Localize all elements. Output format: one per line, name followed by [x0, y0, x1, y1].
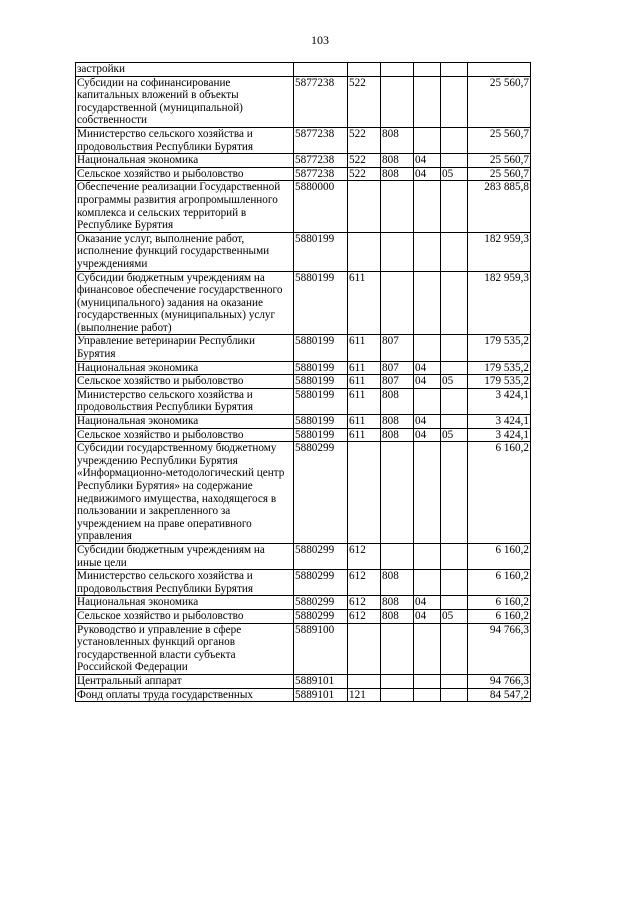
expense-type-cell: 611: [348, 361, 381, 375]
subsection-cell: [441, 63, 468, 77]
table-row: [76, 674, 531, 688]
table-row: [76, 335, 531, 361]
administrator-cell: 808: [381, 415, 414, 429]
name-cell: Субсидии бюджетным учреждениям на иные цели: [76, 543, 294, 569]
table-row: [76, 543, 531, 569]
expense-type-cell: 611: [348, 375, 381, 389]
administrator-cell: 808: [381, 388, 414, 414]
name-cell: Национальная экономика: [76, 154, 294, 168]
name-cell: Субсидии государственному бюджетному учреждению Республики Бурятия «Информационно-методологический центр Республики Бурятия» на содержание недвижимого имущества, находящегося в пользовании и закрепленного за учреждением на праве оперативного управления: [76, 442, 294, 544]
amount-cell: 84 547,2: [468, 688, 531, 702]
amount-cell: 25 560,7: [468, 167, 531, 181]
expense-type-cell: 612: [348, 596, 381, 610]
amount-cell: 94 766,3: [468, 674, 531, 688]
administrator-cell: [381, 181, 414, 232]
table-row: [76, 76, 531, 127]
subsection-cell: [441, 335, 468, 361]
amount-cell: 3 424,1: [468, 415, 531, 429]
section-cell: [414, 623, 441, 674]
section-cell: 04: [414, 415, 441, 429]
table-row: [76, 570, 531, 596]
section-cell: [414, 335, 441, 361]
subsection-cell: 05: [441, 167, 468, 181]
name-cell: Оказание услуг, выполнение работ, исполнение функций государственными учреждениями: [76, 232, 294, 271]
subsection-cell: [441, 543, 468, 569]
subsection-cell: 05: [441, 375, 468, 389]
expense-type-cell: 612: [348, 609, 381, 623]
amount-cell: 283 885,8: [468, 181, 531, 232]
section-cell: [414, 76, 441, 127]
administrator-cell: [381, 623, 414, 674]
target-code-cell: 5889100: [294, 623, 348, 674]
subsection-cell: [441, 232, 468, 271]
target-code-cell: 5880199: [294, 271, 348, 335]
administrator-cell: [381, 442, 414, 544]
subsection-cell: [441, 154, 468, 168]
target-code-cell: 5880299: [294, 543, 348, 569]
section-cell: 04: [414, 609, 441, 623]
name-cell: Руководство и управление в сфере установленных функций органов государственной власти субъекта Российской Федерации: [76, 623, 294, 674]
amount-cell: 3 424,1: [468, 428, 531, 442]
subsection-cell: 05: [441, 428, 468, 442]
name-cell: Национальная экономика: [76, 361, 294, 375]
section-cell: [414, 232, 441, 271]
amount-cell: 182 959,3: [468, 232, 531, 271]
administrator-cell: 808: [381, 167, 414, 181]
table-row: [76, 442, 531, 544]
expense-type-cell: [348, 232, 381, 271]
section-cell: 04: [414, 361, 441, 375]
name-cell: Субсидии на софинансирование капитальных вложений в объекты государственной (муниципальной) собственности: [76, 76, 294, 127]
table-row: [76, 623, 531, 674]
subsection-cell: [441, 76, 468, 127]
expense-type-cell: 522: [348, 167, 381, 181]
section-cell: 04: [414, 428, 441, 442]
expense-type-cell: 611: [348, 271, 381, 335]
section-cell: [414, 543, 441, 569]
expense-type-cell: 611: [348, 335, 381, 361]
name-cell: Субсидии бюджетным учреждениям на финансовое обеспечение государственного (муниципального) задания на оказание государственных (муниципальных) услуг (выполнение работ): [76, 271, 294, 335]
name-cell: Министерство сельского хозяйства и продовольствия Республики Бурятия: [76, 127, 294, 153]
amount-cell: 25 560,7: [468, 154, 531, 168]
amount-cell: 6 160,2: [468, 442, 531, 544]
expense-type-cell: 522: [348, 76, 381, 127]
name-cell: Сельское хозяйство и рыболовство: [76, 375, 294, 389]
amount-cell: 6 160,2: [468, 570, 531, 596]
target-code-cell: 5880199: [294, 375, 348, 389]
subsection-cell: [441, 623, 468, 674]
name-cell: Национальная экономика: [76, 596, 294, 610]
table-row: [76, 688, 531, 702]
subsection-cell: [441, 596, 468, 610]
target-code-cell: 5880299: [294, 570, 348, 596]
amount-cell: 25 560,7: [468, 76, 531, 127]
table-row: [76, 375, 531, 389]
section-cell: 04: [414, 596, 441, 610]
target-code-cell: 5880299: [294, 442, 348, 544]
section-cell: [414, 271, 441, 335]
name-cell: Фонд оплаты труда государственных: [76, 688, 294, 702]
subsection-cell: [441, 181, 468, 232]
amount-cell: 25 560,7: [468, 127, 531, 153]
target-code-cell: 5880000: [294, 181, 348, 232]
table-row: [76, 271, 531, 335]
expense-type-cell: 611: [348, 428, 381, 442]
section-cell: [414, 570, 441, 596]
table-row: [76, 154, 531, 168]
budget-table: [75, 62, 531, 702]
expense-type-cell: 522: [348, 154, 381, 168]
subsection-cell: [441, 674, 468, 688]
administrator-cell: 808: [381, 154, 414, 168]
name-cell: Сельское хозяйство и рыболовство: [76, 428, 294, 442]
target-code-cell: [294, 63, 348, 77]
amount-cell: 94 766,3: [468, 623, 531, 674]
section-cell: [414, 388, 441, 414]
administrator-cell: [381, 688, 414, 702]
target-code-cell: 5880299: [294, 609, 348, 623]
section-cell: [414, 127, 441, 153]
administrator-cell: [381, 674, 414, 688]
section-cell: [414, 688, 441, 702]
target-code-cell: 5877238: [294, 127, 348, 153]
administrator-cell: 807: [381, 375, 414, 389]
name-cell: Обеспечение реализации Государственной программы развития агропромышленного комплекса и сельских территорий в Республике Бурятия: [76, 181, 294, 232]
amount-cell: 6 160,2: [468, 596, 531, 610]
name-cell: Министерство сельского хозяйства и продовольствия Республики Бурятия: [76, 570, 294, 596]
section-cell: [414, 63, 441, 77]
subsection-cell: [441, 361, 468, 375]
expense-type-cell: 612: [348, 543, 381, 569]
expense-type-cell: 611: [348, 415, 381, 429]
expense-type-cell: [348, 63, 381, 77]
table-row: [76, 415, 531, 429]
expense-type-cell: [348, 623, 381, 674]
expense-type-cell: [348, 674, 381, 688]
subsection-cell: [441, 570, 468, 596]
amount-cell: 6 160,2: [468, 609, 531, 623]
administrator-cell: [381, 271, 414, 335]
amount-cell: 179 535,2: [468, 375, 531, 389]
name-cell: Национальная экономика: [76, 415, 294, 429]
subsection-cell: [441, 688, 468, 702]
target-code-cell: 5880199: [294, 335, 348, 361]
administrator-cell: 808: [381, 127, 414, 153]
target-code-cell: 5889101: [294, 688, 348, 702]
budget-table-body: [76, 63, 531, 702]
amount-cell: [468, 63, 531, 77]
table-row: [76, 167, 531, 181]
target-code-cell: 5880199: [294, 388, 348, 414]
target-code-cell: 5877238: [294, 76, 348, 127]
administrator-cell: 808: [381, 428, 414, 442]
administrator-cell: 807: [381, 335, 414, 361]
table-row: [76, 63, 531, 77]
table-row: [76, 232, 531, 271]
name-cell: Министерство сельского хозяйства и продовольствия Республики Бурятия: [76, 388, 294, 414]
expense-type-cell: [348, 442, 381, 544]
subsection-cell: [441, 127, 468, 153]
expense-type-cell: 121: [348, 688, 381, 702]
administrator-cell: [381, 543, 414, 569]
amount-cell: 6 160,2: [468, 543, 531, 569]
amount-cell: 179 535,2: [468, 335, 531, 361]
name-cell: Сельское хозяйство и рыболовство: [76, 167, 294, 181]
table-row: [76, 596, 531, 610]
expense-type-cell: [348, 181, 381, 232]
section-cell: 04: [414, 154, 441, 168]
administrator-cell: 807: [381, 361, 414, 375]
administrator-cell: [381, 76, 414, 127]
name-cell: Управление ветеринарии Республики Бурятия: [76, 335, 294, 361]
expense-type-cell: 522: [348, 127, 381, 153]
page-number: 103: [311, 33, 329, 47]
administrator-cell: 808: [381, 609, 414, 623]
name-cell: Центральный аппарат: [76, 674, 294, 688]
target-code-cell: 5889101: [294, 674, 348, 688]
table-row: [76, 428, 531, 442]
table-row: [76, 609, 531, 623]
table-row: [76, 388, 531, 414]
subsection-cell: [441, 388, 468, 414]
subsection-cell: [441, 271, 468, 335]
target-code-cell: 5880299: [294, 596, 348, 610]
table-row: [76, 127, 531, 153]
subsection-cell: [441, 415, 468, 429]
target-code-cell: 5880199: [294, 428, 348, 442]
section-cell: [414, 181, 441, 232]
section-cell: [414, 674, 441, 688]
administrator-cell: [381, 63, 414, 77]
amount-cell: 182 959,3: [468, 271, 531, 335]
target-code-cell: 5877238: [294, 154, 348, 168]
section-cell: [414, 442, 441, 544]
administrator-cell: 808: [381, 596, 414, 610]
target-code-cell: 5880199: [294, 361, 348, 375]
subsection-cell: 05: [441, 609, 468, 623]
administrator-cell: 808: [381, 570, 414, 596]
section-cell: 04: [414, 375, 441, 389]
amount-cell: 3 424,1: [468, 388, 531, 414]
table-row: [76, 361, 531, 375]
target-code-cell: 5877238: [294, 167, 348, 181]
expense-type-cell: 611: [348, 388, 381, 414]
section-cell: 04: [414, 167, 441, 181]
amount-cell: 179 535,2: [468, 361, 531, 375]
target-code-cell: 5880199: [294, 232, 348, 271]
name-cell: застройки: [76, 63, 294, 77]
subsection-cell: [441, 442, 468, 544]
target-code-cell: 5880199: [294, 415, 348, 429]
name-cell: Сельское хозяйство и рыболовство: [76, 609, 294, 623]
administrator-cell: [381, 232, 414, 271]
expense-type-cell: 612: [348, 570, 381, 596]
table-row: [76, 181, 531, 232]
